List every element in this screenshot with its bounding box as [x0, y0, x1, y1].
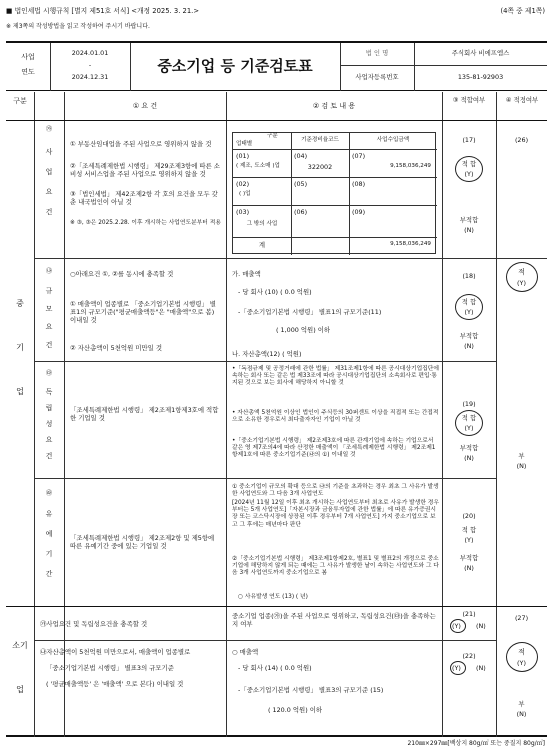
independence-code: ㉰ [45, 370, 52, 377]
business-fit-n: (N) [464, 226, 474, 234]
small-b-proper-y: (Y) [517, 659, 526, 667]
grace-fit-no-label: 부적합 [459, 554, 479, 562]
scale-proper-y: (Y) [517, 279, 526, 287]
small-b-req-1: ㉯자산총액이 5천억원 미만으로서, 매출액이 업종별로 [40, 648, 191, 656]
col-review: ② 검 토 내 용 [312, 102, 356, 110]
scale-rev-5: 나. 자산총액(12) ( 억원) [232, 350, 302, 358]
small-a-fit-n: (N) [476, 622, 486, 630]
independence-label: 독립성요건 [45, 388, 53, 460]
grace-label: 유예기간 [45, 510, 53, 578]
cell-07: (07) [352, 152, 366, 160]
corp-name: 주식회사 비에프엠스 [451, 49, 510, 57]
cell-07-value: 9,158,036,249 [390, 163, 431, 169]
business-fit-no-label: 부적합 [459, 216, 479, 224]
small-b-rev-3: -「중소기업기본법 시행령」 별표3의 규모기준 (15) [238, 686, 384, 694]
cell-02-value: ( )업 [239, 191, 251, 197]
small-b-rev-4: ( 120.0 억원) 이하 [268, 706, 323, 714]
independence-rev-3: •「중소기업기본법 시행령」 제2조제3호에 따른 관계기업에 속하는 기업으로서 같은 영 제7조의4에 따라 산정한 매출액이 「조세특례제한법 시행령」 제2조제1항제1호에 따른 중소기업기준(㉯의 ①) 이내일 것 [232, 438, 436, 459]
total-value: 9,158,036,249 [390, 241, 431, 247]
cell-04: (04) [294, 152, 308, 160]
small-b-fit-no: (22) [462, 652, 476, 660]
form-reference: ■ 법인세법 시행규칙 [별지 제51호 서식] <개정 2025. 3. 21.> [6, 7, 200, 15]
date-dash: - [88, 61, 92, 69]
scale-rev-4: ( 1,000 억원) 이하 [276, 326, 331, 334]
col-fit: ③ 적합여부 [452, 96, 486, 104]
scale-label: 규모요건 [45, 287, 53, 349]
page-label: (4쪽 중 제1쪽) [500, 7, 545, 15]
independence-fit-no: (19) [462, 400, 476, 408]
business-fit-yes: 적 합 [461, 160, 477, 168]
business-code: ㉮ [45, 126, 52, 133]
cell-09: (09) [352, 208, 366, 216]
small-a-rev: 중소기업 업종(㉮)을 주된 사업으로 영위하고, 독립성요건(㉰)을 충족하는지 여부 [232, 612, 436, 628]
grace-fit-yes: 적 합 [461, 526, 477, 534]
business-req-2: ②「조세특례제한법 시행령」 제29조제3항에 따른 소비성 서비스업을 주된 사업으로 영위하지 않을 것 [70, 162, 220, 178]
independence-rev-1: •「독점규제 및 공정거래에 관한 법률」 제31조제1항에 따른 공시대상기업집단에 속하는 회사 또는 같은 법 제33조에 따라 공시대상기업집단의 소속회사로 편입·통지된 것으로 보는 회사에 해당하지 아니할 것 [232, 366, 439, 387]
inner-head-revenue: 사업수입금액 [376, 137, 410, 143]
grace-rev-1: ① 중소기업이 규모의 확대 등으로 ㉯의 기준을 초과하는 경우 최초 그 사유가 발생한 사업연도와 그 다음 3개 사업연도 [232, 484, 439, 498]
small-b-proper-n: (N) [516, 710, 527, 718]
small-a-proper-no: (27) [514, 614, 529, 622]
cell-01-value: ( 제조, 도소매 )업 [236, 163, 280, 169]
small-b-proper-no-label: 부 [518, 700, 525, 708]
small-b-rev-1: ○ 매출액 [232, 648, 259, 656]
scale-code: ㉯ [45, 268, 52, 275]
col-proper: ④ 적정여부 [505, 96, 539, 104]
independence-fit-n: (N) [464, 454, 474, 462]
small-b-proper-selected-oval [506, 642, 538, 672]
reg-no-label: 사업자등록번호 [355, 73, 399, 81]
grace-code: ㉱ [45, 490, 52, 497]
grace-fit-y: (Y) [464, 536, 474, 544]
independence-req-1: 「조세특례제한법 시행령」 제2조제1항제3호에 적합한 기업일 것 [70, 406, 219, 422]
small-section-label: 소기업 [12, 641, 28, 694]
total-label: 계 [258, 241, 266, 249]
grace-fit-n: (N) [464, 564, 474, 572]
small-a-req: ㉮사업요건 및 독립성요건을 충족할 것 [40, 620, 148, 628]
business-req-1: ① 부동산임대업을 주된 사업으로 영위하지 않을 것 [70, 140, 212, 148]
grace-rev-2: [2024년 11월 12일 이후 최초 개시하는 사업연도부터 최초로 사유가 발생한 경우부터는 5개 사업연도]「자본시장과 금융투자업에 관한 법률」에 따른 유가증권시장 또는 코스닥시장에 상장된 이후 경우부터 7개 사업연도] 가지 중소기업으로 보고 그 후에는 매년마다 판단 [232, 500, 439, 528]
small-a-fit-no: (21) [462, 610, 476, 618]
independence-fit-y: (Y) [464, 424, 474, 432]
independence-proper-no-label: 부 [518, 452, 525, 460]
end-date: 2024.12.31 [71, 73, 109, 81]
grace-rev-3: ②「중소기업기본법 시행령」 제3조제1항제2호, 별표1 및 별표2의 개정으로 중소기업에 해당하지 않게 되는 때에는 그 사유가 발생한 날이 속하는 사업연도와 그 다음 3개 사업연도까지 중소기업으로 봄 [232, 556, 439, 577]
cell-04-value: 322002 [307, 163, 333, 171]
business-req-3: ③「법인세법」 제42조제2항 각 호의 요건을 모두 갖춘 내국법인이 아닐 것 [70, 190, 218, 206]
inner-head-code: 기준경비율코드 [301, 137, 339, 143]
small-b-fit-y: (Y) [452, 664, 461, 672]
inner-head-top: 구분 [267, 133, 278, 139]
business-fit-no: (17) [462, 136, 476, 144]
business-year-label-1: 사업 [21, 53, 35, 61]
sme-section-label: 중 기 업 [16, 299, 24, 396]
scale-rev-3: -「중소기업기본법 시행령」 별표1의 규모기준(11) [238, 308, 382, 316]
corp-name-label: 법 인 명 [365, 49, 389, 57]
col-requirements: ① 요 건 [132, 102, 158, 110]
independence-rev-2: • 자산총액 5천억원 이상인 법인이 주식등의 30퍼센트 이상을 직접적 또는 간접적으로 소유한 경우로서 최다출자자인 기업이 아닐 것 [232, 410, 439, 424]
scale-req-2: ① 매출액이 업종별로 「중소기업기본법 시행령」 별표1의 규모기준("평균매출액등"은 "매출액"으로 봄) 이내일 것 [70, 300, 216, 324]
small-b-proper-yes: 적 [518, 648, 525, 656]
independence-proper-n: (N) [516, 462, 527, 470]
independence-fit-yes: 적 합 [461, 414, 477, 422]
scale-req-1: ○아래요건 ①, ②를 동시에 충족할 것 [70, 270, 174, 278]
scale-fit-y: (Y) [464, 308, 474, 316]
business-year-label-2: 연도 [21, 68, 35, 76]
small-b-fit-n: (N) [476, 664, 486, 672]
scale-fit-n: (N) [464, 342, 474, 350]
small-a-fit-y: (Y) [452, 622, 461, 630]
independence-fit-no-label: 부적합 [459, 444, 479, 452]
business-fit-y: (Y) [464, 170, 474, 178]
main-table [6, 92, 547, 737]
scale-fit-no-label: 부적합 [459, 332, 479, 340]
business-inner-table [232, 132, 436, 254]
scale-proper-selected-oval [506, 262, 538, 292]
cell-02: (02) [236, 180, 250, 188]
grace-req-1: 「조세특례제한법 시행령」 제2조제2항 및 제5항에 따른 유예기간 중에 있는 기업일 것 [70, 534, 215, 550]
paper-spec-footer: 210㎜×297㎜[백상지 80g/㎡ 또는 중질지 80g/㎡] [407, 740, 545, 747]
scale-fit-no: (18) [462, 272, 476, 280]
instruction-note: ※ 제3쪽의 작성방법을 읽고 작성하여 주시기 바랍니다. [6, 23, 150, 30]
small-b-req-3: ( '평균매출액등' 은 '매출액' 으로 본다) 이내일 것 [46, 680, 184, 688]
cell-06: (06) [294, 208, 308, 216]
business-label: 사업요건 [45, 148, 53, 216]
cell-03: (03) [236, 208, 250, 216]
scale-proper-yes: 적 [518, 268, 525, 276]
business-req-note: ※ ③, ③은 2025.2.28. 이후 개시하는 사업연도분부터 적용 [70, 220, 221, 226]
cell-08: (08) [352, 180, 366, 188]
cell-05: (05) [294, 180, 308, 188]
grace-fit-no: (20) [462, 512, 476, 520]
grace-rev-4: ○ 사유발생 연도 (13) ( 년) [238, 594, 308, 600]
scale-rev-1: 가. 매출액 [232, 270, 261, 278]
scale-fit-yes: 적 합 [461, 298, 477, 306]
title-block [6, 43, 547, 91]
small-b-req-2: 「중소기업기본법 시행령」 별표3의 규모기준 [46, 664, 174, 672]
scale-req-3: ② 자산총액이 5천억원 미만일 것 [70, 344, 163, 352]
reg-no: 135-81-92903 [457, 73, 504, 81]
col-category: 구분 [13, 97, 27, 105]
small-b-rev-2: - 당 회사 (14) ( 0.0 억원) [238, 664, 312, 672]
start-date: 2024.01.01 [71, 49, 109, 57]
form-title: 중소기업 등 기준검토표 [157, 57, 313, 75]
scale-rev-2: - 당 회사 (10) ( 0.0 억원) [238, 288, 312, 296]
cell-01: (01) [236, 152, 250, 160]
business-proper-no: (26) [514, 136, 529, 144]
cell-03-value: 그 밖의 사업 [246, 221, 278, 227]
inner-head-bottom: 업태별 [236, 141, 253, 147]
